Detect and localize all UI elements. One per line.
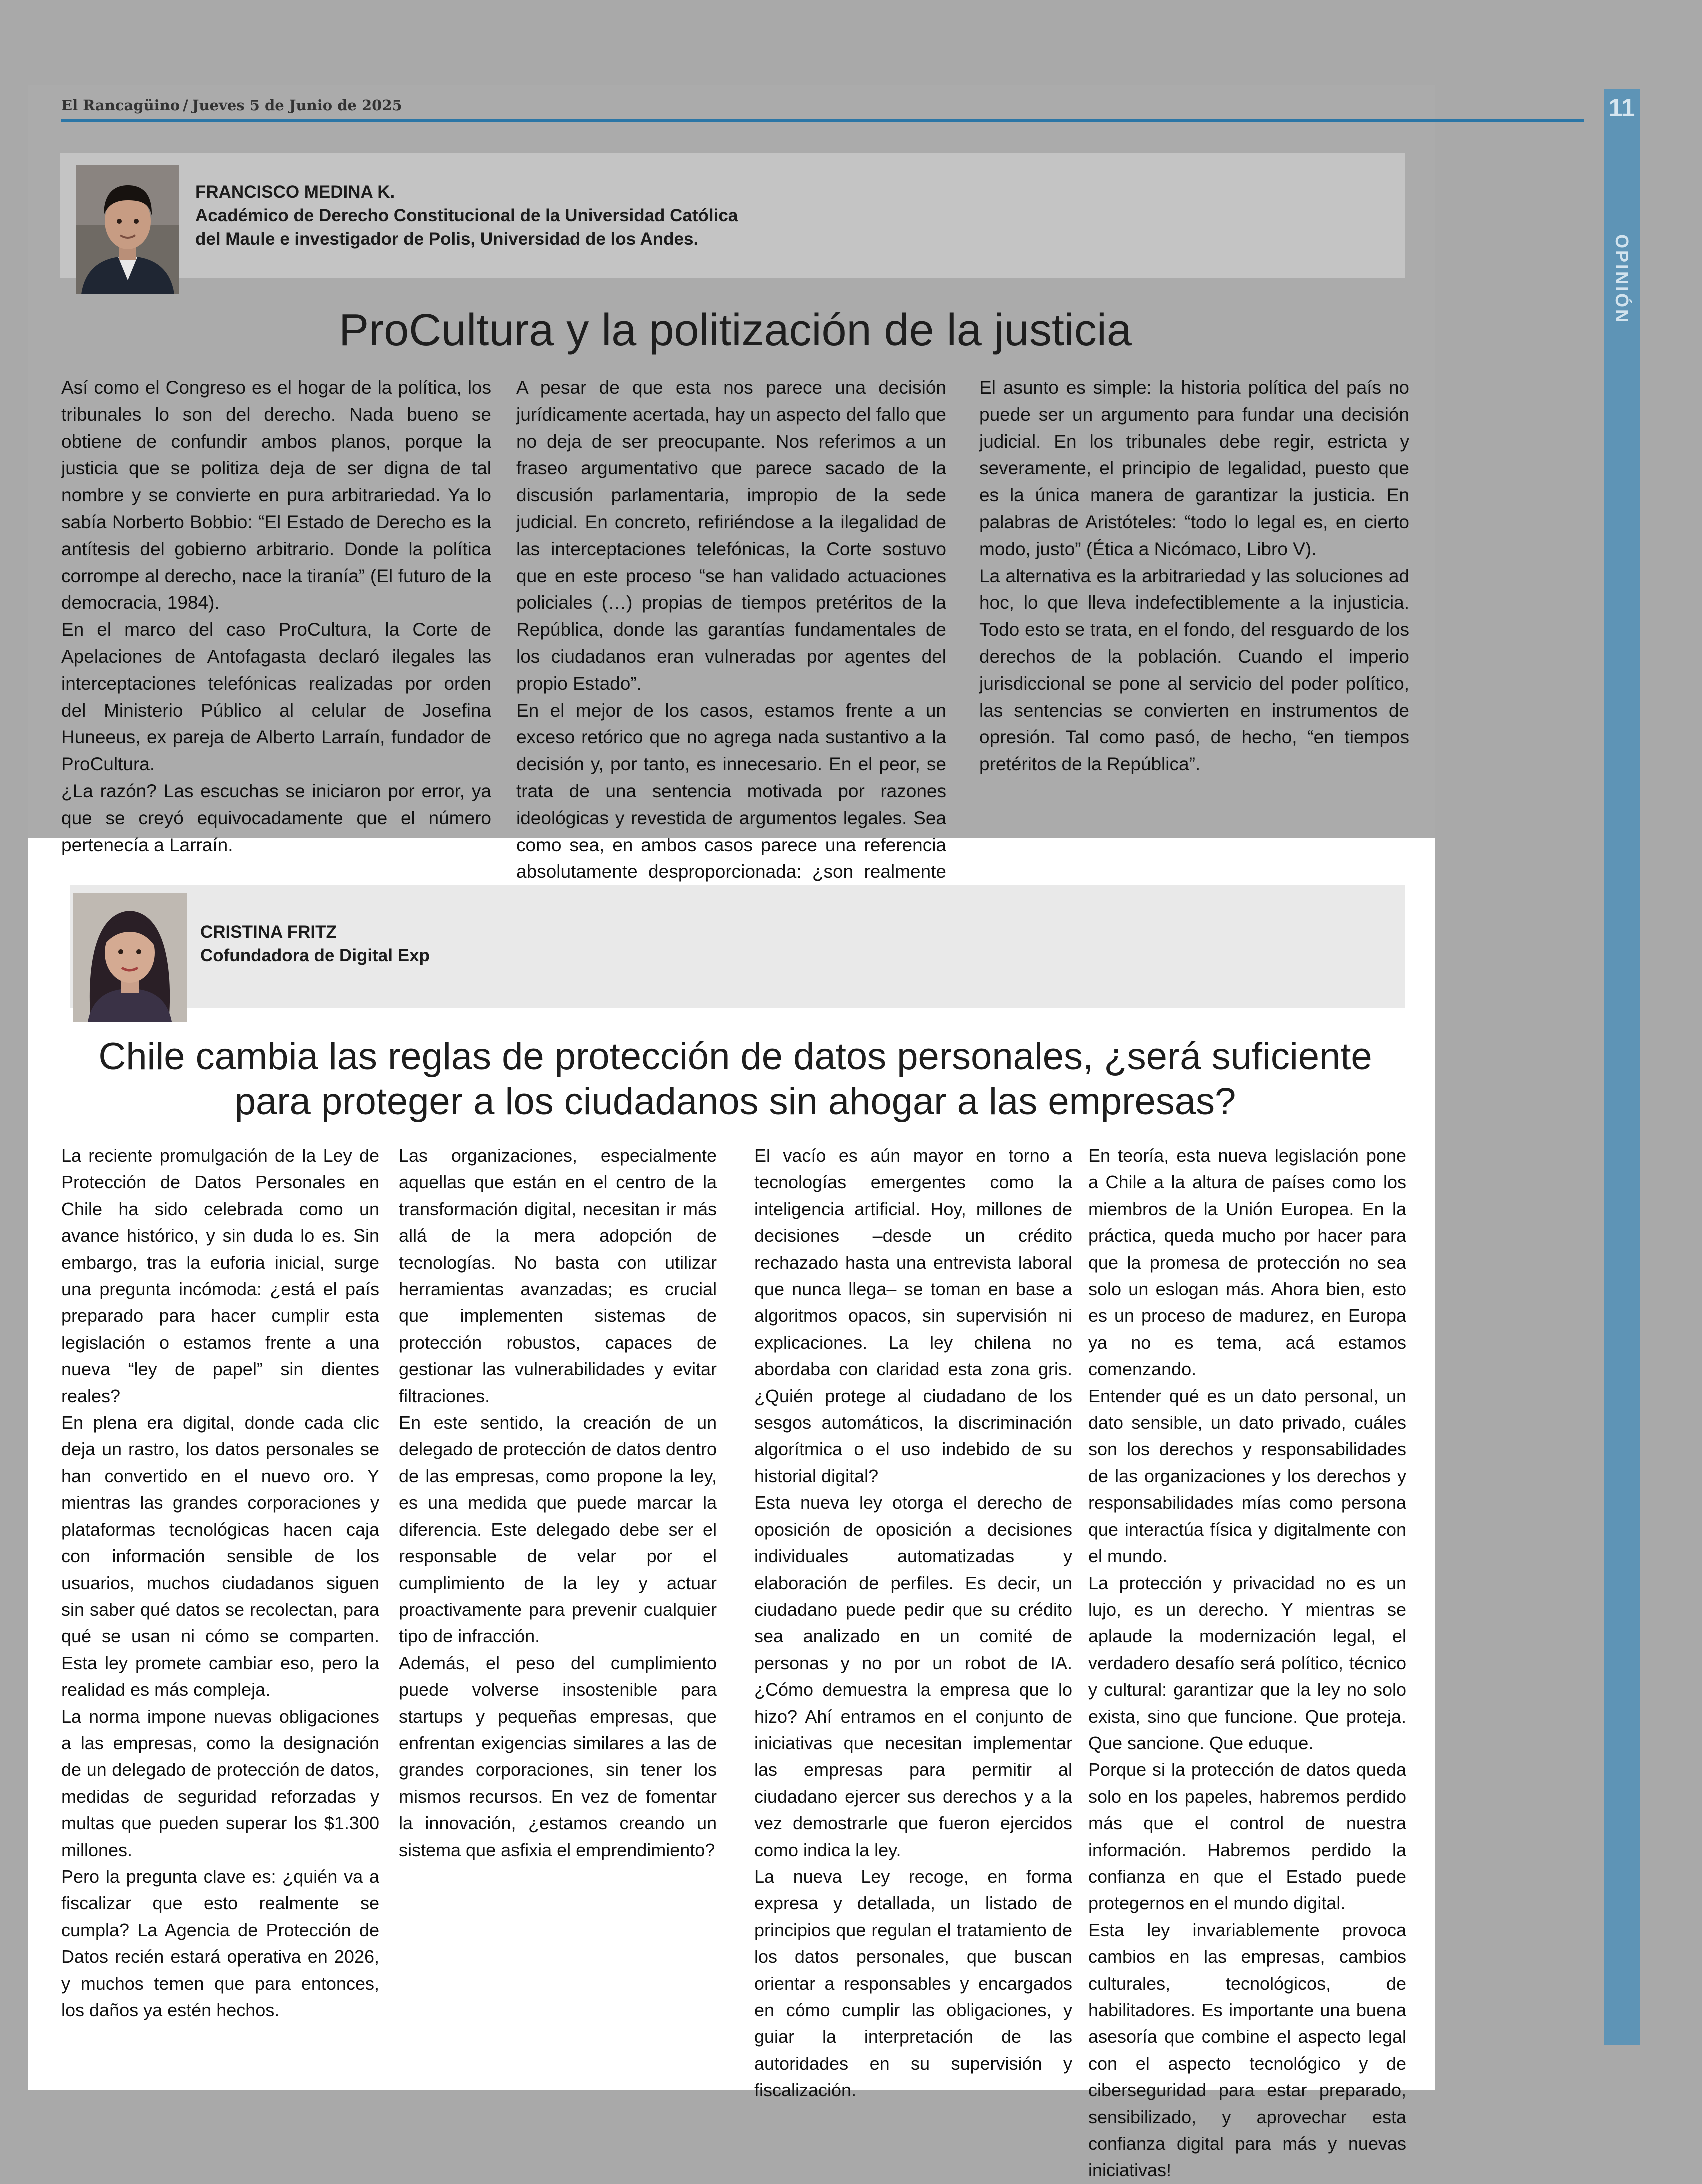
paragraph: Pero la pregunta clave es: ¿quién va a fiscalizar que esto realmente se cumpla? La Agencia de Protección de Datos recién estará operativa en 2026, y muchos temen que para entonces, los daños ya estén hechos. xyxy=(61,1866,379,2020)
paragraph: La nueva Ley recoge, en forma expresa y detallada, un listado de principios que regulan el tratamiento de los datos personales, que buscan orientar a responsables y encargados en cómo cumplir las obligaciones, y guiar la interpretación de las autoridades en su supervisión y fiscalización. xyxy=(754,1866,1072,2101)
paragraph: La norma impone nuevas obligaciones a las empresas, como la designación de un delegado de protección de datos, medidas de seguridad reforzadas y multas que pueden superar los $1.300 millones. xyxy=(61,1706,379,1860)
author-role-line: Cofundadora de Digital Exp xyxy=(200,946,430,965)
text-column-1 xyxy=(61,374,491,874)
author-photo-francisco-medina xyxy=(76,165,179,294)
paragraph: Esta nueva ley otorga el derecho de oposición de oposición a decisiones individuales automatizadas y elaboración de perfiles. Es decir, un ciudadano puede pedir que su crédito sea analizado en un comité de personas y no por un robot de IA. ¿Cómo demuestra la empresa que lo hizo? Ahí entramos en el conjunto de iniciativas que necesitan implementar las empresas para permitir al ciudadano ejercer sus derechos y a la vez demostrarle que fueron ejercidos como indica la ley. xyxy=(754,1492,1072,1860)
paragraph: ¿La razón? Las escuchas se iniciaron por error, ya que se creyó equivocadamente que el número pertenecía a Larraín. xyxy=(61,780,491,855)
paragraph: En plena era digital, donde cada clic deja un rastro, los datos personales se han convertido en el nuevo oro. Y mientras las grandes corporaciones y plataformas tecnológicas hacen caja con información sensible de los usuarios, muchos ciudadanos siguen sin saber qué datos se recolectan, para qué se usan ni cómo se comparten. Esta ley promete cambiar eso, pero la realidad es más compleja. xyxy=(61,1412,379,1700)
text-column-2 xyxy=(516,374,946,882)
article-title-line: para proteger a los ciudadanos sin ahogar a las empresas? xyxy=(234,1080,1236,1123)
author-name: CRISTINA FRITZ xyxy=(200,922,337,942)
paragraph: A pesar de que esta nos parece una decisión jurídicamente acertada, hay un aspecto del fallo que no deja de ser preocupante. Nos referimos a un fraseo argumentativo que parece sacado de la discusión parlamentaria, impropio de la sede judicial. En concreto, refiriéndose a la ilegalidad de las interceptaciones telefónicas, la Corte sostuvo que en este proceso “se han validado actuaciones policiales (…) propias de tiempos pretéritos de la República, donde las garantías fundamentales de los ciudadanos eran vulneradas por agentes del propio Estado”. xyxy=(516,377,946,694)
paragraph: Así como el Congreso es el hogar de la política, los tribunales lo son del derecho. Nada bueno se obtiene de confundir ambos planos, porque la justicia que se politiza deja de ser digna de tal nombre y se convierte en pura arbitrariedad. Ya lo sabía Norberto Bobbio: “El Estado de Derecho es la antítesis del gobierno arbitrario. Donde la política corrompe al derecho, nace la tiranía” (El futuro de la democracia, 1984). xyxy=(61,377,491,613)
author-photo-cristina-fritz xyxy=(73,893,187,1022)
issue-date: Jueves 5 de Junio de 2025 xyxy=(192,97,402,114)
section-label: OPINIÓN xyxy=(1612,234,1632,325)
paragraph: El asunto es simple: la historia política del país no puede ser un argumento para fundar una decisión judicial. En los tribunales debe regir, estricta y severamente, el principio de legalidad, puesto que es la única manera de garantizar la justicia. En palabras de Aristóteles: “todo lo legal es, en cierto modo, justo” (Ética a Nicómaco, Libro V). xyxy=(979,377,1409,559)
text-column-1 xyxy=(61,1142,379,2057)
paragraph: En el marco del caso ProCultura, la Corte de Apelaciones de Antofagasta declaró ilegales las interceptaciones telefónicas realizadas por orden del Ministerio Público al celular de Josefina Huneeus, ex pareja de Alberto Larraín, fundador de ProCultura. xyxy=(61,619,491,775)
newspaper-name: El Rancagüino xyxy=(61,97,180,114)
text-column-2 xyxy=(399,1142,717,2057)
article-title xyxy=(60,1034,1410,1124)
author-info xyxy=(195,180,738,251)
paragraph: Las organizaciones, especialmente aquellas que están en el centro de la transformación digital, necesitan ir más allá de la mera adopción de tecnologías. No basta con utilizar herramientas avanzadas; es crucial que implementen sistemas de protección robustos, capaces de gestionar las vulnerabilidades y evitar filtraciones. xyxy=(399,1145,717,1406)
masthead-rule xyxy=(61,119,1584,122)
page-number: 11 xyxy=(1608,94,1635,122)
paragraph: Entender qué es un dato personal, un dato sensible, un dato privado, cuáles son los derechos y responsabilidades de las organizaciones y los derechos y responsabilidades mías como persona que interactúa física y digitalmente con el mundo. xyxy=(1088,1385,1406,1567)
masthead-separator: / xyxy=(183,97,188,114)
paragraph: La alternativa es la arbitrariedad y las soluciones ad hoc, lo que lleva indefectiblemente a la injusticia. Todo esto se trata, en el fondo, del resguardo de los derechos de la población. Cuando el imperio jurisdiccional se pone al servicio del poder político, las sentencias se convierten en instrumentos de opresión. Tal como pasó, de hecho, “en tiempos pretéritos de la República”. xyxy=(979,565,1409,775)
text-column-3 xyxy=(979,374,1409,874)
author-name: FRANCISCO MEDINA K. xyxy=(195,182,395,202)
article-title: ProCultura y la politización de la justicia xyxy=(339,305,1132,355)
text-column-3 xyxy=(754,1142,1072,2101)
paragraph: Esta ley invariablemente provoca cambios en las empresas, cambios culturales, tecnológicos, de habilitadores. Es importante una buena asesoría que combine el aspecto legal con el aspecto tecnológico y de ciberseguridad para estar preparado, sensibilizado, y aprovechar esta confianza digital para más y nuevas iniciativas! xyxy=(1088,1919,1406,2181)
text-column-4 xyxy=(1088,1142,1406,2181)
paragraph: Porque si la protección de datos queda solo en los papeles, habremos perdido más que el control de nuestra información. Habremos perdido la confianza en que el Estado puede protegernos en el mundo digital. xyxy=(1088,1759,1406,1914)
masthead xyxy=(61,97,402,114)
paragraph: El vacío es aún mayor en torno a tecnologías emergentes como la inteligencia artificial. Hoy, millones de decisiones –desde un crédito rechazado hasta una entrevista laboral que nunca llega– se toman en base a algoritmos opacos, sin supervisión ni explicaciones. La ley chilena no abordaba con claridad esta zona gris. ¿Quién protege al ciudadano de los sesgos automáticos, la discriminación algorítmica o el uso indebido de su historial digital? xyxy=(754,1145,1072,1486)
paragraph: Además, el peso del cumplimiento puede volverse insostenible para startups y pequeñas empresas, que enfrentan exigencias similares a las de grandes corporaciones, sin tener los mismos recursos. En vez de fomentar la innovación, ¿estamos creando un sistema que asfixia el emprendimiento? xyxy=(399,1652,717,1860)
paragraph: En teoría, esta nueva legislación pone a Chile a la altura de países como los miembros de la Unión Europea. En la práctica, queda mucho por hacer para que la promesa de protección no sea solo un eslogan más. Ahora bien, esto es un proceso de madurez, en Europa ya no es tema, acá estamos comenzando. xyxy=(1088,1145,1406,1380)
author-role-line: Académico de Derecho Constitucional de la Universidad Católica xyxy=(195,206,738,225)
article-title-line: Chile cambia las reglas de protección de datos personales, ¿será suficiente xyxy=(98,1035,1372,1078)
paragraph: La reciente promulgación de la Ley de Protección de Datos Personales en Chile ha sido celebrada como un avance histórico, y sin duda lo es. Sin embargo, tras la euforia inicial, surge una pregunta incómoda: ¿está el país preparado para hacer cumplir esta legislación o estamos frente a una nueva “ley de papel” sin dientes reales? xyxy=(61,1145,379,1406)
author-info xyxy=(200,920,430,967)
paragraph: La protección y privacidad no es un lujo, es un derecho. Y mientras se aplaude la modernización legal, el verdadero desafío será político, técnico y cultural: garantizar que la ley no solo exista, sino que funcione. Que proteja. Que sancione. Que eduque. xyxy=(1088,1572,1406,1753)
section-strip xyxy=(1604,89,1640,2045)
paragraph: En el mejor de los casos, estamos frente a un exceso retórico que no agrega nada sustantivo a la decisión y, por tanto, es innecesario. En el peor, se trata de una sentencia motivada por razones ideológicas y revestida de argumentos legales. Sea como sea, en ambos casos parece una referencia absolutamente desproporcionada: ¿son realmente xyxy=(516,700,946,882)
author-role-line: del Maule e investigador de Polis, Universidad de los Andes. xyxy=(195,229,699,249)
paragraph: En este sentido, la creación de un delegado de protección de datos dentro de las empresas, como propone la ley, es una medida que puede marcar la diferencia. Este delegado debe ser el responsable de velar por el cumplimiento de la ley y actuar proactivamente para prevenir cualquier tipo de infracción. xyxy=(399,1412,717,1647)
